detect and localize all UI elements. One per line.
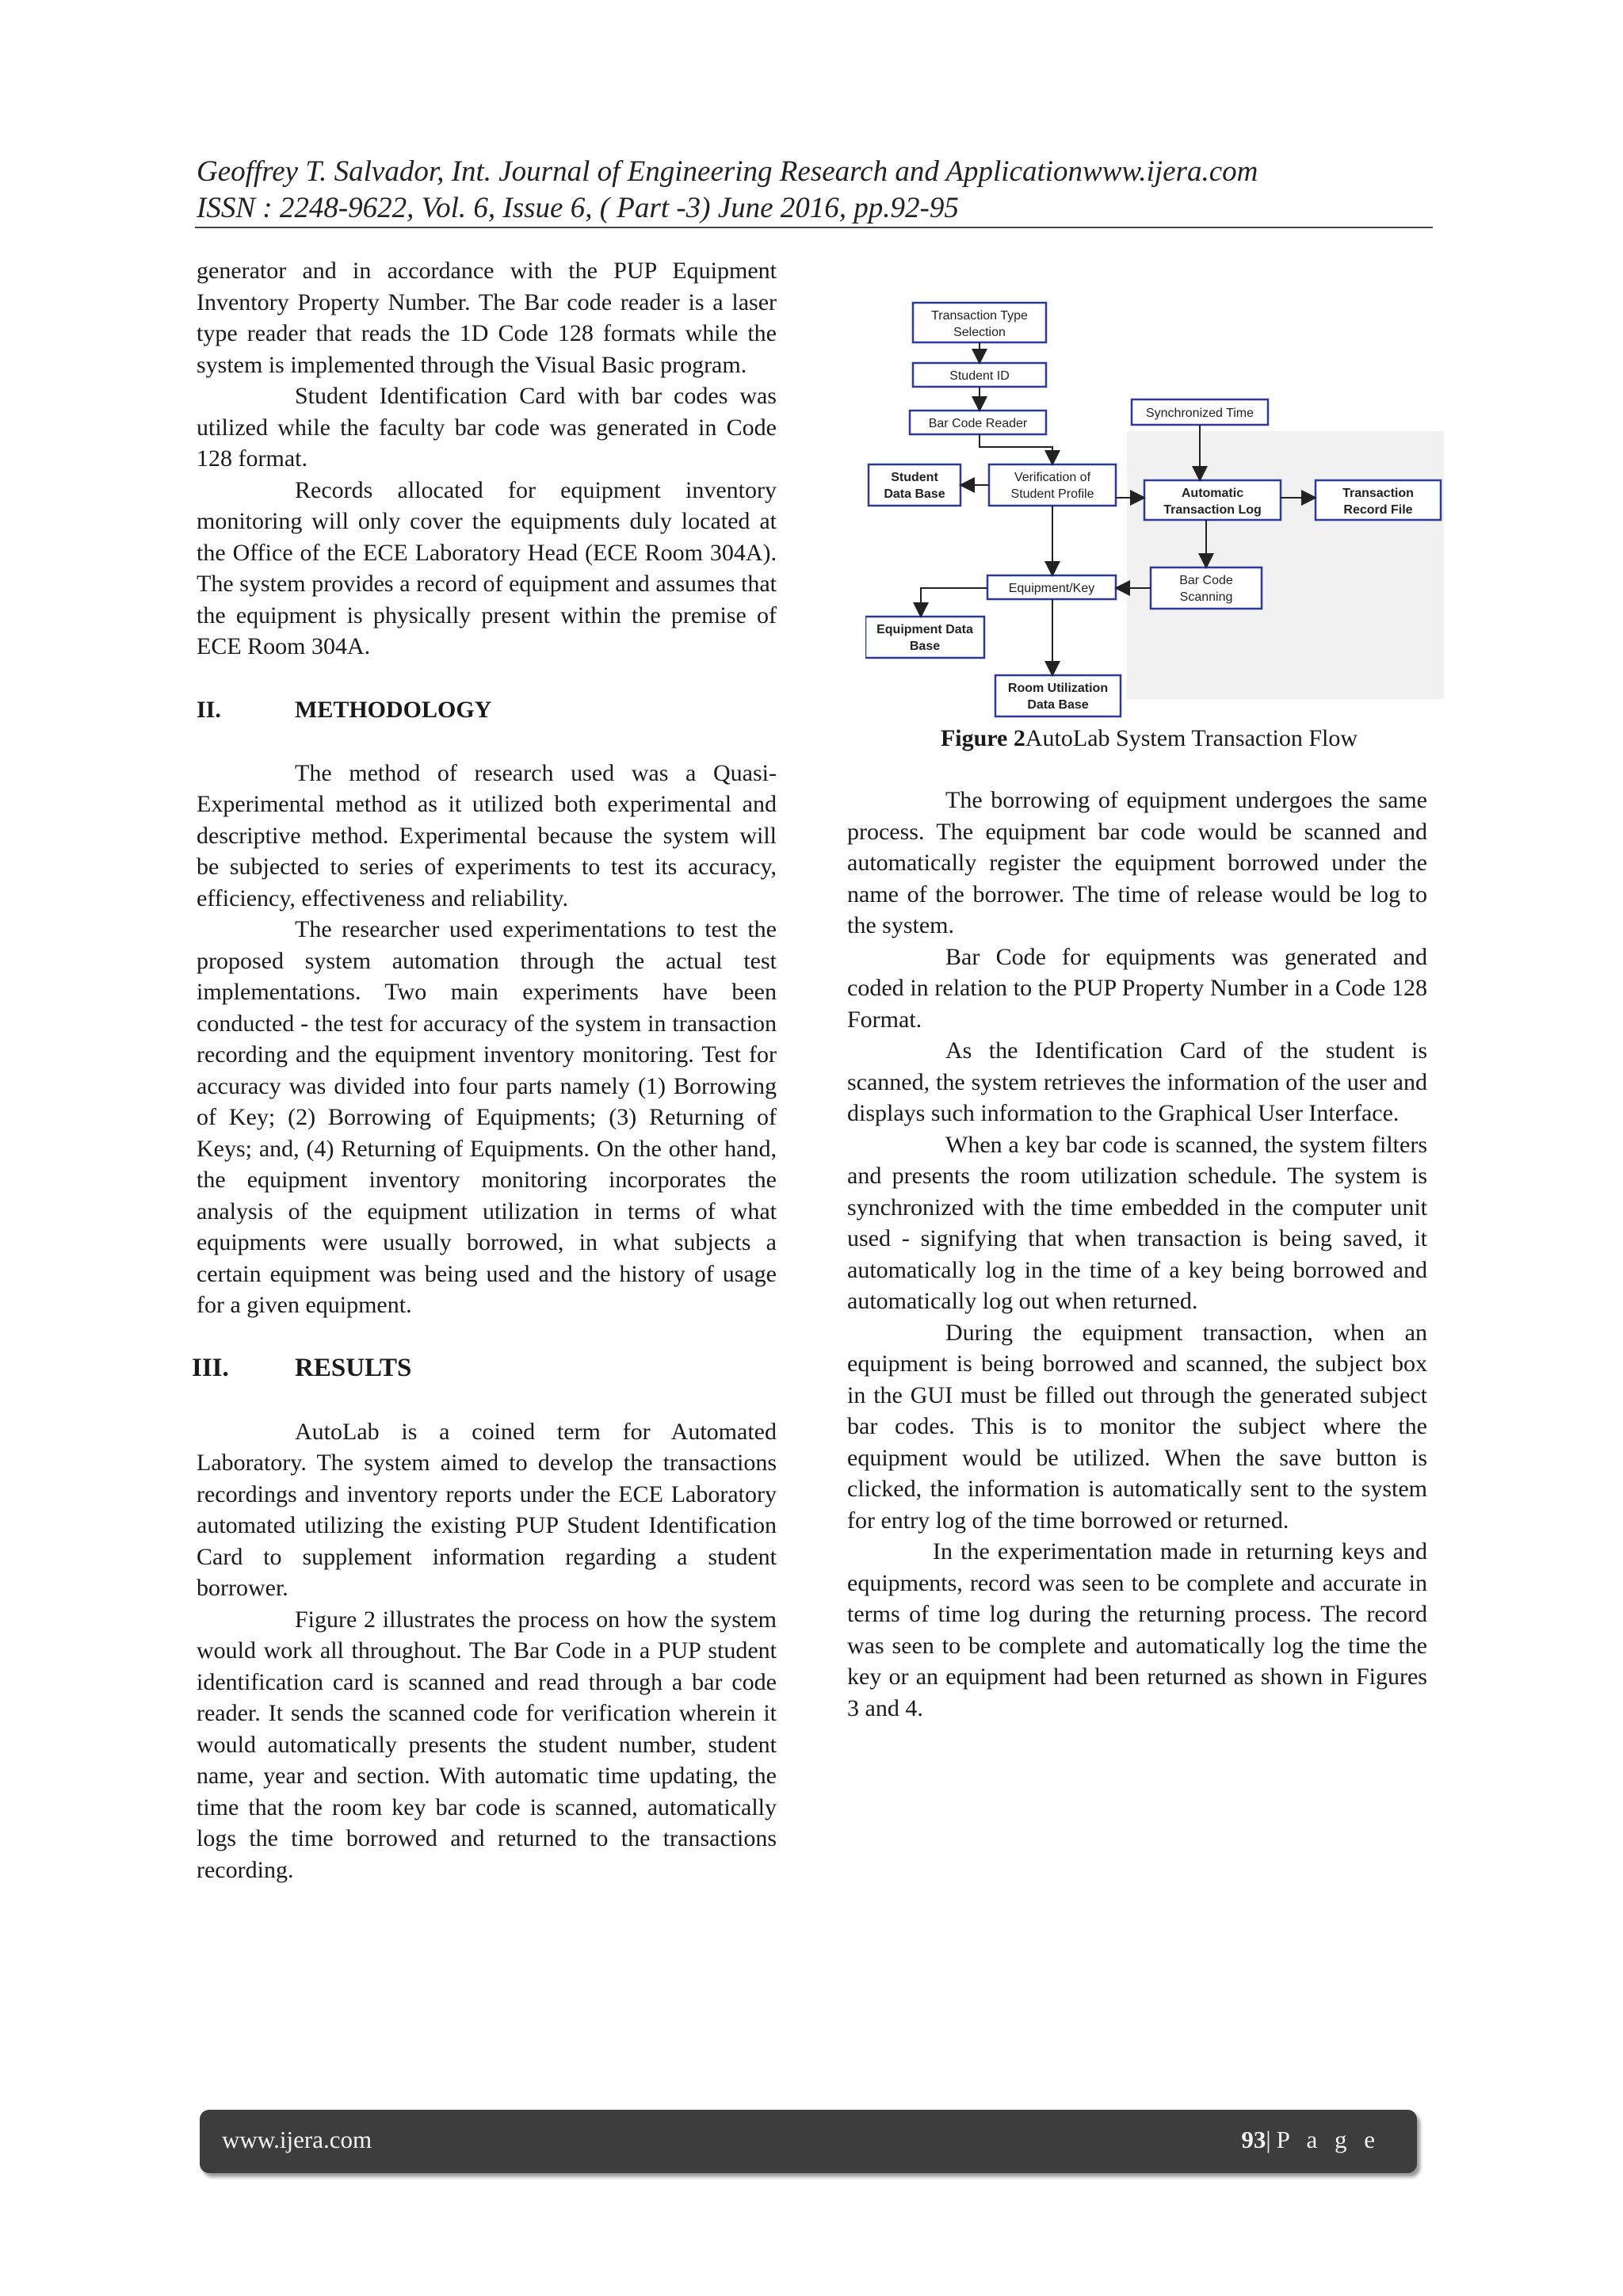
- equipment-key-box: [987, 575, 1116, 599]
- left-paragraph-3: Records allocated for equipment inventory monitoring will only cover the equipments duly located at the Office of the ECE Laboratory Head (ECE Room 304A). The system provides a record of equipment and assumes that the equipment is physically present within the premise of ECE Room 304A.: [197, 476, 777, 659]
- student-id-box: [913, 363, 1046, 387]
- section-number: III.: [192, 1353, 229, 1382]
- svg-text:Data Base: Data Base: [1027, 698, 1089, 712]
- svg-text:Room Utilization: Room Utilization: [1007, 682, 1109, 695]
- figure-caption: [872, 723, 1426, 755]
- header-divider: [195, 227, 1433, 228]
- svg-text:Base: Base: [909, 640, 941, 653]
- right-paragraph-6: In the experimentation made in returning keys and equipments, record was seen to be complete and accurate in terms of time log during the returning process. The record was seen to be complete and automatically log the time the key or an equipment had been returned as shown in Figures 3 and 4.: [847, 1538, 1427, 1721]
- svg-text:Transaction Type: Transaction Type: [931, 309, 1028, 323]
- svg-text:Verification of: Verification of: [1014, 471, 1091, 484]
- bar-code-scanning-box: [1151, 567, 1262, 609]
- left-paragraph-4: The method of research used was a Quasi-Experimental method as it utilized both experimental and descriptive method. Experimental because the system will be subjected to series of experiments to test its accuracy, efficiency, effectiveness and reliability.: [197, 759, 777, 911]
- bar-code-reader-box: [910, 411, 1046, 434]
- left-column: [192, 255, 777, 1885]
- section-title: RESULTS: [295, 1353, 412, 1382]
- journal-header-line1: Geoffrey T. Salvador, Int. Journal of Engineering Research and Applicationwww.ijera.com: [197, 155, 1258, 188]
- right-paragraph-3: As the Identification Card of the student is scanned, the system retrieves the information of the user and displays such information to the Graphical User Interface.: [847, 1037, 1427, 1126]
- transaction-type-box: [913, 303, 1046, 342]
- page-number-value: 93: [1241, 2126, 1266, 2153]
- section-title: METHODOLOGY: [295, 696, 492, 723]
- right-paragraph-5: During the equipment transaction, when an equipment is being borrowed and scanned, the subject box in the GUI must be filled out through the generated subject bar codes. This is to monitor the subject where the equipment would be utilized. When the save button is clicked, the information is automatically sent to the system for entry log of the time borrowed or returned.: [847, 1319, 1427, 1534]
- left-paragraph-1: generator and in accordance with the PUP Equipment Inventory Property Number. The Bar code reader is a laser type reader that reads the 1D Code 128 formats while the system is implemented through the Visual Basic program.: [197, 258, 777, 378]
- caption-label: Figure 2: [940, 725, 1025, 751]
- svg-text:Record File: Record File: [1343, 503, 1413, 517]
- svg-text:Selection: Selection: [953, 326, 1006, 339]
- svg-text:Student ID: Student ID: [949, 369, 1010, 383]
- footer-site-link[interactable]: www.ijera.com: [222, 2126, 372, 2153]
- transaction-record-file-box: [1316, 480, 1441, 520]
- svg-text:Bar Code Reader: Bar Code Reader: [928, 417, 1028, 430]
- left-paragraph-2: Student Identification Card with bar codes was utilized while the faculty bar code was generated in Code 128 format.: [197, 383, 777, 472]
- page-number: [1241, 2126, 1381, 2154]
- automatic-transaction-log-box: [1144, 480, 1281, 520]
- svg-text:Synchronized Time: Synchronized Time: [1145, 407, 1254, 420]
- verification-box: [989, 464, 1116, 506]
- svg-text:Transaction: Transaction: [1342, 487, 1414, 500]
- left-paragraph-6: AutoLab is a coined term for Automated Laboratory. The system aimed to develop the transactions recordings and inventory reports under the ECE Laboratory automated utilizing the existing PUP Student Identification Card to supplement information regarding a student borrower.: [197, 1418, 777, 1601]
- caption-text: AutoLab System Transaction Flow: [1025, 725, 1358, 751]
- svg-text:Data Base: Data Base: [884, 487, 945, 501]
- page-footer: [200, 2110, 1417, 2173]
- svg-text:Automatic: Automatic: [1181, 487, 1244, 500]
- right-paragraph-2: Bar Code for equipments was generated and coded in relation to the PUP Property Number in a Code 128 Format.: [847, 943, 1427, 1033]
- section-heading-results: [192, 1353, 777, 1388]
- student-database-box: [869, 464, 960, 506]
- svg-text:Equipment Data: Equipment Data: [876, 623, 973, 636]
- left-paragraph-7: Figure 2 illustrates the process on how the system would work all throughout. The Bar Code in a PUP student identification card is scanned and read through a bar code reader. It sends the scanned code for verification wherein it would automatically presents the student number, student name, year and section. With automatic time updating, the time that the room key bar code is scanned, automatically logs the time borrowed and returned to the transactions recording.: [197, 1606, 777, 1883]
- svg-text:Equipment/Key: Equipment/Key: [1008, 582, 1095, 595]
- svg-text:Scanning: Scanning: [1179, 590, 1233, 604]
- equipment-database-box: [865, 617, 984, 658]
- right-column: [847, 785, 1427, 1724]
- right-paragraph-1: The borrowing of equipment undergoes the same process. The equipment bar code would be scanned and automatically register the equipment borrowed under the name of the borrower. The time of release would be log to the system.: [847, 787, 1427, 938]
- svg-text:Student: Student: [891, 471, 938, 484]
- room-utilization-database-box: [995, 675, 1121, 716]
- figure-2-flowchart: [865, 298, 1444, 726]
- svg-text:Transaction Log: Transaction Log: [1163, 503, 1262, 517]
- synchronized-time-box: [1132, 399, 1268, 425]
- right-paragraph-4: When a key bar code is scanned, the system filters and presents the room utilization schedule. The system is synchronized with the time embedded in the computer unit used - signifying that when transaction is being saved, it automatically log in the time of a key being borrowed and automatically log out when returned.: [847, 1131, 1427, 1314]
- svg-text:Student Profile: Student Profile: [1010, 487, 1094, 501]
- page-label: |P a g e: [1266, 2126, 1381, 2153]
- section-number: II.: [197, 696, 221, 723]
- section-heading-methodology: [197, 694, 777, 726]
- svg-text:Bar Code: Bar Code: [1179, 574, 1233, 587]
- journal-header-line2: ISSN : 2248-9622, Vol. 6, Issue 6, ( Part -3) June 2016, pp.92-95: [197, 192, 959, 224]
- left-paragraph-5: The researcher used experimentations to test the proposed system automation through the actual test implementations. Two main experiments have been conducted - the test for accuracy of the system in transaction recording and the equipment inventory monitoring. Test for accuracy was divided into four parts namely (1) Borrowing of Key; (2) Borrowing of Equipments; (3) Returning of Keys; and, (4) Returning of Equipments. On the other hand, the equipment inventory monitoring incorporates the analysis of the equipment utilization in terms of what equipments were usually borrowed, in what subjects a certain equipment was being used and the history of usage for a given equipment.: [197, 916, 777, 1318]
